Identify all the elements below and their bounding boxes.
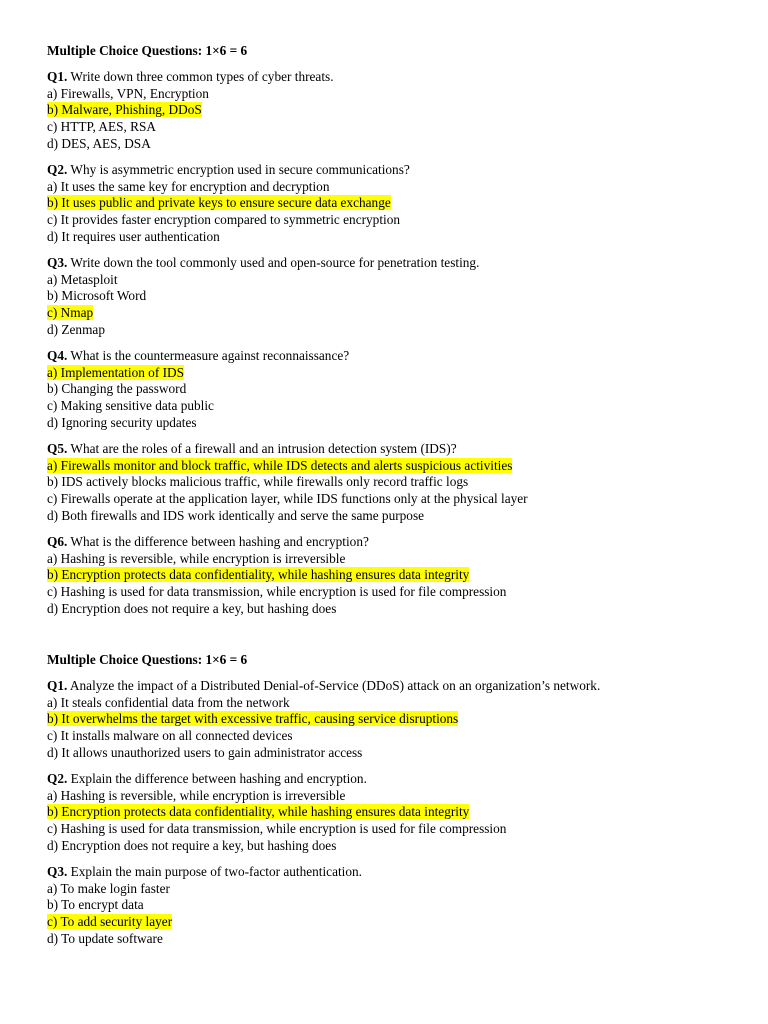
question-text: What is the countermeasure against reconnaissance? [70, 347, 350, 363]
option-body: Changing the password [61, 381, 187, 397]
answer-option [47, 914, 747, 931]
question-number: Q5. [47, 440, 68, 456]
option-label: c) [47, 728, 58, 744]
question-number: Q6. [47, 533, 68, 549]
option-text [47, 288, 146, 303]
answer-option [47, 415, 747, 432]
answer-option [47, 195, 747, 212]
option-label: b) [47, 711, 59, 727]
question-number: Q2. [47, 161, 68, 177]
option-label: b) [47, 381, 59, 397]
option-label: d) [47, 135, 59, 151]
answer-option [47, 695, 747, 712]
option-text [47, 474, 468, 489]
option-label: d) [47, 507, 59, 523]
question-text: Write down the tool commonly used and open-source for penetration testing. [70, 254, 480, 270]
option-label: b) [47, 288, 59, 304]
option-body: Firewalls operate at the application layer, while IDS functions only at the physical layer [60, 491, 528, 507]
option-body: Zenmap [61, 321, 105, 337]
option-label: a) [47, 880, 58, 896]
question-block [47, 441, 747, 525]
question-line [47, 441, 747, 458]
option-body: It allows unauthorized users to gain administrator access [61, 744, 363, 760]
question-text: What is the difference between hashing and encryption? [70, 533, 369, 549]
option-body: DES, AES, DSA [61, 135, 151, 151]
option-body: Metasploit [60, 271, 118, 287]
option-label: c) [47, 119, 58, 135]
question-line [47, 678, 747, 695]
question-number: Q4. [47, 347, 68, 363]
question-number: Q1. [47, 68, 68, 84]
option-text [47, 179, 329, 194]
option-label: b) [47, 474, 59, 490]
option-body: It installs malware on all connected devices [60, 728, 293, 744]
option-text [47, 881, 170, 896]
question-line [47, 255, 747, 272]
option-body: Hashing is reversible, while encryption is irreversible [60, 550, 346, 566]
answer-option [47, 381, 747, 398]
highlighted-answer [47, 804, 469, 819]
answer-option [47, 322, 747, 339]
option-text [47, 119, 156, 134]
option-text [47, 415, 197, 430]
answer-option [47, 398, 747, 415]
answer-option [47, 804, 747, 821]
option-body: Making sensitive data public [60, 398, 214, 414]
option-body: It requires user authentication [61, 228, 220, 244]
option-text [47, 322, 105, 337]
answer-option [47, 305, 747, 322]
option-text [47, 212, 400, 227]
question-number: Q2. [47, 770, 68, 786]
question-text: Why is asymmetric encryption used in secure communications? [70, 161, 410, 177]
answer-option [47, 821, 747, 838]
option-text [47, 491, 528, 506]
question-block [47, 348, 747, 432]
option-body: It steals confidential data from the network [60, 694, 290, 710]
option-body: It uses the same key for encryption and decryption [60, 178, 330, 194]
option-label: b) [47, 195, 59, 211]
option-body: Implementation of IDS [60, 364, 185, 380]
answer-option [47, 474, 747, 491]
option-label: a) [47, 787, 58, 803]
option-label: c) [47, 821, 58, 837]
answer-option [47, 567, 747, 584]
option-label: c) [47, 584, 58, 600]
question-line [47, 348, 747, 365]
highlighted-answer [47, 914, 172, 929]
option-body: Encryption protects data confidentiality, while hashing ensures data integrity [61, 804, 470, 820]
option-body: Hashing is used for data transmission, while encryption is used for file compression [60, 584, 507, 600]
question-block [47, 864, 747, 948]
option-label: c) [47, 398, 58, 414]
option-label: b) [47, 897, 59, 913]
answer-option [47, 136, 747, 153]
answer-option [47, 931, 747, 948]
option-text [47, 897, 144, 912]
option-text [47, 695, 290, 710]
option-label: d) [47, 228, 59, 244]
answer-option [47, 288, 747, 305]
question-line [47, 534, 747, 551]
option-label: a) [47, 694, 58, 710]
question-line [47, 864, 747, 881]
answer-option [47, 86, 747, 103]
option-text [47, 136, 151, 151]
option-label: d) [47, 837, 59, 853]
option-body: Hashing is used for data transmission, while encryption is used for file compression [60, 821, 507, 837]
option-label: a) [47, 178, 58, 194]
highlighted-answer [47, 305, 93, 320]
option-text [47, 838, 336, 853]
answer-option [47, 897, 747, 914]
option-label: d) [47, 600, 59, 616]
option-body: Encryption does not require a key, but hashing does [61, 600, 337, 616]
section-title: Multiple Choice Questions: 1×6 = 6 [47, 652, 248, 667]
option-label: c) [47, 305, 58, 321]
question-line [47, 771, 747, 788]
question-block [47, 534, 747, 618]
option-body: Encryption does not require a key, but hashing does [61, 837, 337, 853]
option-label: d) [47, 321, 59, 337]
answer-option [47, 728, 747, 745]
highlighted-answer [47, 195, 391, 210]
answer-option [47, 119, 747, 136]
option-text [47, 86, 209, 101]
option-body: To make login faster [60, 880, 170, 896]
highlighted-answer [47, 567, 469, 582]
option-body: Microsoft Word [61, 288, 147, 304]
section-title: Multiple Choice Questions: 1×6 = 6 [47, 43, 248, 58]
question-text: Explain the difference between hashing and encryption. [70, 770, 367, 786]
question-block [47, 162, 747, 246]
answer-option [47, 179, 747, 196]
option-body: HTTP, AES, RSA [60, 119, 156, 135]
option-label: d) [47, 930, 59, 946]
question-number: Q3. [47, 254, 68, 270]
answer-option [47, 551, 747, 568]
answer-option [47, 508, 747, 525]
question-block [47, 678, 747, 762]
option-body: It uses public and private keys to ensure secure data exchange [61, 195, 391, 211]
option-text [47, 821, 506, 836]
option-text [47, 381, 186, 396]
option-body: Both firewalls and IDS work identically and serve the same purpose [61, 507, 425, 523]
option-body: It overwhelms the target with excessive traffic, causing service disruptions [61, 711, 459, 727]
option-body: Firewalls, VPN, Encryption [60, 85, 209, 101]
option-text [47, 508, 424, 523]
option-text [47, 728, 293, 743]
option-label: d) [47, 744, 59, 760]
answer-option [47, 584, 747, 601]
answer-option [47, 365, 747, 382]
option-label: a) [47, 457, 58, 473]
option-label: a) [47, 364, 58, 380]
option-label: b) [47, 567, 59, 583]
option-body: It provides faster encryption compared to symmetric encryption [60, 212, 401, 228]
question-block [47, 69, 747, 153]
question-block [47, 255, 747, 339]
option-body: Ignoring security updates [61, 414, 197, 430]
option-label: a) [47, 550, 58, 566]
option-label: a) [47, 271, 58, 287]
option-label: a) [47, 85, 58, 101]
answer-option [47, 601, 747, 618]
option-body: Malware, Phishing, DDoS [61, 102, 202, 118]
option-body: To encrypt data [61, 897, 144, 913]
highlighted-answer [47, 365, 184, 380]
option-label: c) [47, 212, 58, 228]
question-line [47, 69, 747, 86]
answer-option [47, 745, 747, 762]
option-body: To update software [61, 930, 163, 946]
highlighted-answer [47, 102, 202, 117]
option-text [47, 398, 214, 413]
option-body: Firewalls monitor and block traffic, while IDS detects and alerts suspicious activities [60, 457, 513, 473]
question-line [47, 162, 747, 179]
highlighted-answer [47, 458, 512, 473]
option-body: IDS actively blocks malicious traffic, while firewalls only record traffic logs [61, 474, 469, 490]
question-text: What are the roles of a firewall and an intrusion detection system (IDS)? [70, 440, 457, 456]
question-text: Explain the main purpose of two-factor authentication. [70, 863, 362, 879]
answer-option [47, 102, 747, 119]
option-body: Encryption protects data confidentiality, while hashing ensures data integrity [61, 567, 470, 583]
option-body: Hashing is reversible, while encryption is irreversible [60, 787, 346, 803]
option-label: b) [47, 102, 59, 118]
answer-option [47, 838, 747, 855]
question-text: Analyze the impact of a Distributed Denial-of-Service (DDoS) attack on an organization’s network. [69, 677, 601, 693]
answer-option [47, 229, 747, 246]
option-text [47, 229, 220, 244]
question-block [47, 771, 747, 855]
highlighted-answer [47, 711, 458, 726]
answer-option [47, 881, 747, 898]
option-text [47, 551, 345, 566]
option-label: b) [47, 804, 59, 820]
option-label: c) [47, 491, 58, 507]
question-text: Write down three common types of cyber threats. [70, 68, 334, 84]
question-section [47, 652, 747, 957]
answer-option [47, 458, 747, 475]
option-label: c) [47, 914, 58, 930]
option-text [47, 931, 163, 946]
option-body: To add security layer [60, 914, 173, 930]
answer-option [47, 272, 747, 289]
option-text [47, 745, 362, 760]
answer-option [47, 491, 747, 508]
answer-option [47, 788, 747, 805]
answer-option [47, 212, 747, 229]
answer-option [47, 711, 747, 728]
question-number: Q1. [47, 677, 68, 693]
option-text [47, 584, 506, 599]
question-section [47, 43, 747, 627]
option-text [47, 788, 345, 803]
option-text [47, 272, 118, 287]
option-body: Nmap [60, 305, 94, 321]
option-text [47, 601, 336, 616]
option-label: d) [47, 414, 59, 430]
question-number: Q3. [47, 863, 68, 879]
